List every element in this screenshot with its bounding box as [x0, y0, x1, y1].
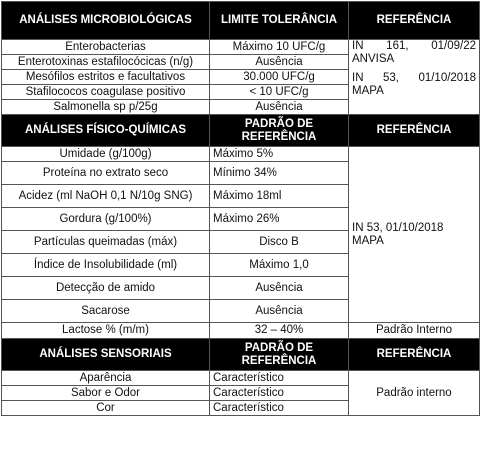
analysis-cell: Sabor e Odor	[2, 386, 210, 401]
analysis-cell: Acidez (ml NaOH 0,1 N/10g SNG)	[2, 185, 210, 208]
limit-cell: Ausência	[210, 55, 349, 70]
standard-cell: Característico	[210, 386, 349, 401]
micro-header-analysis: ANÁLISES MICROBIOLÓGICAS	[2, 2, 210, 40]
phys-header-row	[2, 115, 480, 147]
micro-reference-mapa: IN 53, 01/10/2018 MAPA	[352, 72, 476, 97]
phys-header-analysis: ANÁLISES FÍSICO-QUÍMICAS	[2, 115, 210, 147]
analysis-cell: Stafilococos coagulase positivo	[2, 85, 210, 100]
analysis-cell: Cor	[2, 401, 210, 416]
analysis-cell: Lactose % (m/m)	[2, 323, 210, 339]
micro-header-limit: LIMITE TOLERÂNCIA	[210, 2, 349, 40]
standard-cell: Mínimo 34%	[210, 162, 349, 185]
table-row	[2, 40, 480, 55]
limit-cell: 30.000 UFC/g	[210, 70, 349, 85]
micro-header-row	[2, 2, 480, 40]
analysis-cell: Gordura (g/100%)	[2, 208, 210, 231]
table-row	[2, 323, 480, 339]
analysis-cell: Proteína no extrato seco	[2, 162, 210, 185]
lactose-reference-cell: Padrão Interno	[349, 323, 480, 339]
standard-cell: Máximo 5%	[210, 147, 349, 162]
analysis-cell: Partículas queimadas (máx)	[2, 231, 210, 254]
limit-cell: Máximo 10 UFC/g	[210, 40, 349, 55]
sens-header-standard: PADRÃO DE REFERÊNCIA	[210, 339, 349, 371]
standard-cell: Máximo 26%	[210, 208, 349, 231]
specification-table	[1, 1, 480, 416]
standard-cell: Característico	[210, 371, 349, 386]
micro-header-reference: REFERÊNCIA	[349, 2, 480, 40]
table-row	[2, 371, 480, 386]
table-row	[2, 147, 480, 162]
analysis-cell: Umidade (g/100g)	[2, 147, 210, 162]
analysis-cell: Enterobacterias	[2, 40, 210, 55]
standard-cell: Ausência	[210, 277, 349, 300]
standard-cell: Máximo 18ml	[210, 185, 349, 208]
standard-cell: Característico	[210, 401, 349, 416]
micro-reference-cell	[349, 40, 480, 115]
sens-header-analysis: ANÁLISES SENSORIAIS	[2, 339, 210, 371]
standard-cell: Máximo 1,0	[210, 254, 349, 277]
limit-cell: < 10 UFC/g	[210, 85, 349, 100]
limit-cell: Ausência	[210, 100, 349, 115]
analysis-cell: Enterotoxinas estafilocócicas (n/g)	[2, 55, 210, 70]
standard-cell: 32 – 40%	[210, 323, 349, 339]
analysis-cell: Aparência	[2, 371, 210, 386]
sens-header-reference: REFERÊNCIA	[349, 339, 480, 371]
analysis-cell: Mesófilos estritos e facultativos	[2, 70, 210, 85]
phys-header-reference: REFERÊNCIA	[349, 115, 480, 147]
standard-cell: Ausência	[210, 300, 349, 323]
analysis-cell: Índice de Insolubilidade (ml)	[2, 254, 210, 277]
standard-cell: Disco B	[210, 231, 349, 254]
micro-reference-anvisa: IN 161, 01/09/22 ANVISA	[352, 40, 476, 65]
analysis-cell: Detecção de amido	[2, 277, 210, 300]
sens-reference-cell: Padrão interno	[349, 371, 480, 416]
sens-header-row	[2, 339, 480, 371]
phys-reference-cell: IN 53, 01/10/2018 MAPA	[349, 147, 480, 323]
phys-header-standard: PADRÃO DE REFERÊNCIA	[210, 115, 349, 147]
analysis-cell: Sacarose	[2, 300, 210, 323]
analysis-cell: Salmonella sp p/25g	[2, 100, 210, 115]
